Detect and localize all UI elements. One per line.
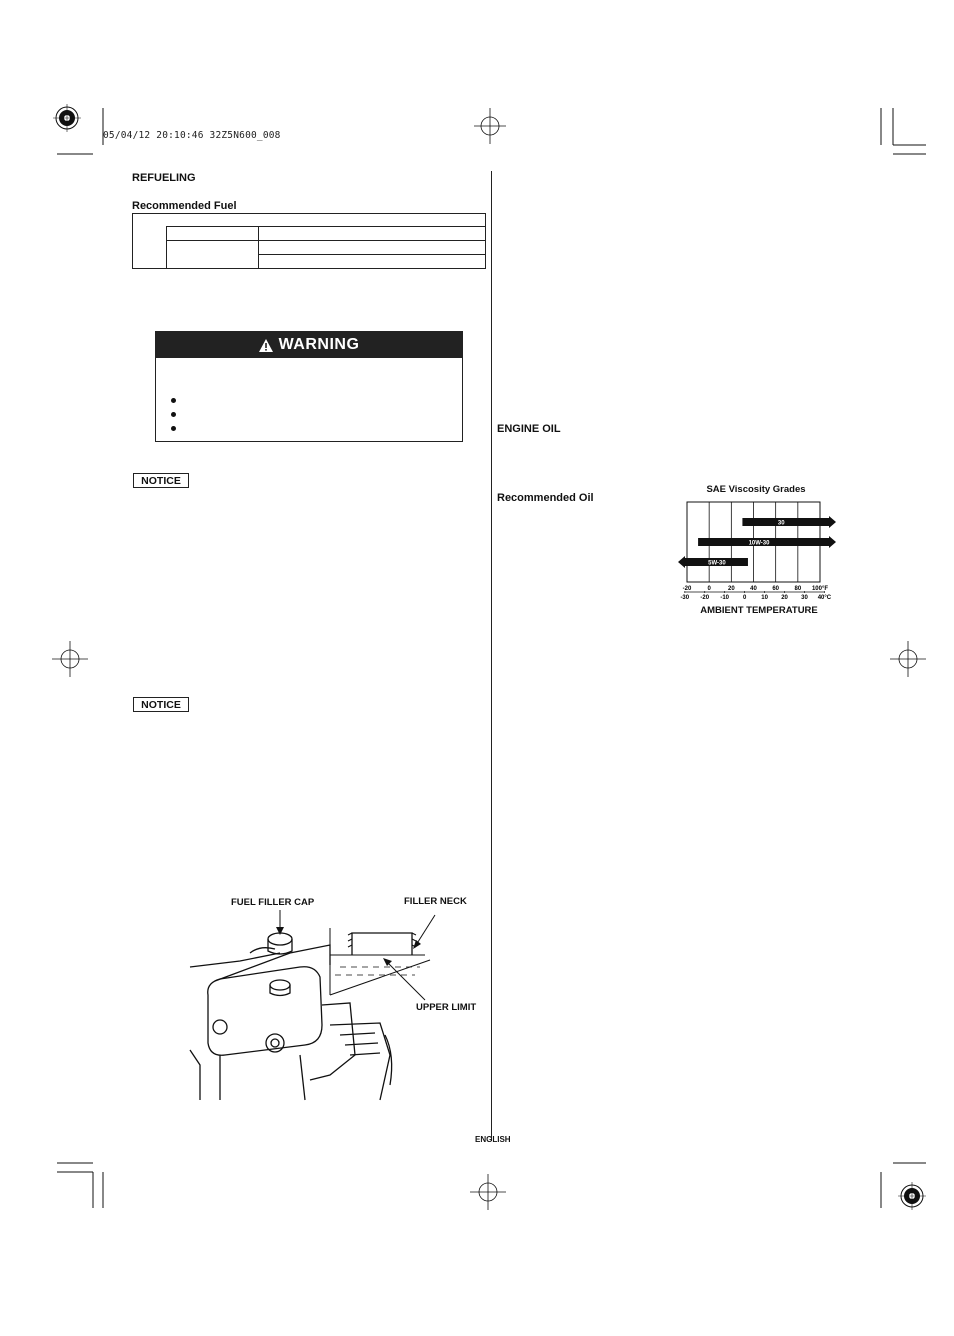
viscosity-bar-label: 30 [777, 520, 785, 527]
viscosity-bar-label: 5W-30 [708, 560, 726, 567]
viscosity-chart [670, 498, 850, 600]
tick-label-c: 40°C [817, 595, 832, 600]
tick-label-f: 80 [794, 586, 802, 592]
tick-label-f: 60 [772, 586, 780, 592]
section-title-engine-oil: ENGINE OIL [497, 423, 561, 435]
tick-label-f: 0 [707, 586, 711, 592]
column-divider [491, 171, 492, 1141]
crosshair-bottom [470, 1174, 506, 1210]
warning-triangle-icon [259, 339, 273, 352]
tick-label-f: 40 [750, 586, 757, 592]
tick-label-c: 10 [761, 595, 768, 600]
viscosity-bar-label: 10W-30 [748, 540, 770, 547]
warning-bullet [171, 398, 176, 403]
chart-title: SAE Viscosity Grades [706, 484, 806, 495]
warning-bullet [171, 426, 176, 431]
recommended-fuel-heading: Recommended Fuel [132, 200, 237, 212]
print-meta: 05/04/12 20:10:46 32Z5N600_008 [103, 130, 281, 141]
notice-badge-1: NOTICE [133, 473, 189, 488]
viscosity-bar [742, 516, 836, 528]
notice-badge-2: NOTICE [133, 697, 189, 712]
crosshair-left [52, 641, 88, 677]
tick-label-f: -20 [682, 586, 692, 592]
crosshair-top [474, 108, 506, 144]
footer-language: ENGLISH [475, 1135, 511, 1144]
crosshair-right [890, 641, 926, 677]
tick-label-c: -10 [720, 595, 730, 600]
tick-label-f: 100°F [811, 586, 829, 592]
fuel-spec-table [132, 213, 486, 269]
tick-label-c: -20 [700, 595, 710, 600]
warning-label: WARNING [278, 336, 360, 353]
upper-limit-label: UPPER LIMIT [416, 1002, 477, 1013]
chart-xlabel: AMBIENT TEMPERATURE [700, 605, 818, 616]
recommended-oil-heading: Recommended Oil [497, 492, 594, 504]
tick-label-c: 0 [742, 595, 747, 600]
section-title-refueling: REFUELING [132, 172, 196, 184]
warning-box [155, 331, 463, 442]
warning-bullet [171, 412, 176, 417]
tick-label-f: 20 [727, 586, 735, 592]
filler-neck-inset [330, 915, 435, 1000]
tick-label-c: 30 [801, 595, 808, 600]
fuel-filler-cap-label: FUEL FILLER CAP [231, 897, 315, 908]
warning-header [156, 332, 462, 358]
registration-mark-top-left [53, 104, 81, 132]
filler-neck-label: FILLER NECK [404, 896, 467, 907]
registration-mark-bottom-right [898, 1182, 926, 1210]
tick-label-c: 20 [781, 595, 788, 600]
tick-label-c: -30 [680, 595, 690, 600]
